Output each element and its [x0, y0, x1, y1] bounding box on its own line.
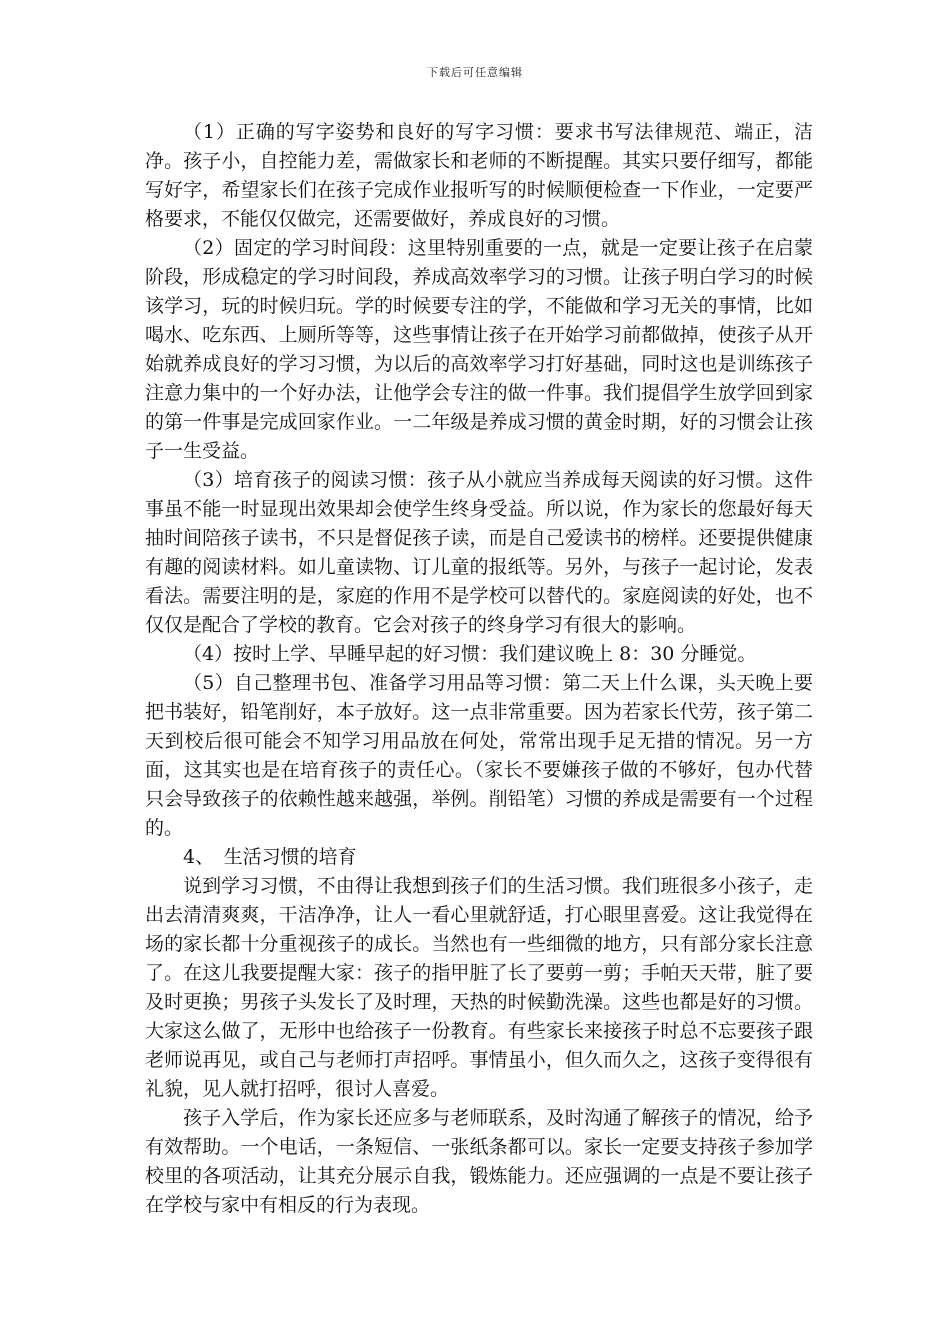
document-body	[145, 118, 813, 1220]
header-note: 下载后可任意编辑	[427, 66, 523, 79]
paragraph-reading-habit: （3）培育孩子的阅读习惯：孩子从小就应当养成每天阅读的好习惯。这件事虽不能一时显现出效果却会使学生终身受益。所以说，作为家长的您最好每天抽时间陪孩子读书，不只是督促孩子读，而是自己爱读书的榜样。还要提供健康有趣的阅读材料。如儿童读物、订儿童的报纸等。另外，与孩子一起讨论，发表看法。需要注明的是，家庭的作用不是学校可以替代的。家庭阅读的好处，也不仅仅是配合了学校的教育。它会对孩子的终身学习有很大的影响。	[145, 469, 813, 636]
section-heading-life-habits: 4、 生活习惯的培育	[183, 846, 357, 868]
paragraph-writing-habit: （1）正确的写字姿势和良好的写字习惯：要求书写法律规范、端正，洁净。孩子小，自控能力差，需做家长和老师的不断提醒。其实只要仔细写，都能写好字，希望家长们在孩子完成作业报听写的时候顺便检查一下作业，一定要严格要求，不能仅仅做完，还需要做好，养成良好的习惯。	[145, 121, 813, 230]
paragraph-parent-teacher: 孩子入学后，作为家长还应多与老师联系，及时沟通了解孩子的情况，给予有效帮助。一个电话，一条短信、一张纸条都可以。家长一定要支持孩子参加学校里的各项活动，让其充分展示自我，锻炼能力。还应强调的一点是不要让孩子在学校与家中有相反的行为表现。	[145, 1107, 813, 1216]
paragraph-life-habits: 说到学习习惯，不由得让我想到孩子们的生活习惯。我们班很多小孩子，走出去清清爽爽，干洁净净，让人一看心里就舒适，打心眼里喜爱。这让我觉得在场的家长都十分重视孩子的成长。当然也有一些细微的地方，只有部分家长注意了。在这儿我要提醒大家：孩子的指甲脏了长了要剪一剪；手帕天天带，脏了要及时更换；男孩子头发长了及时理，天热的时候勤洗澡。这些也都是好的习惯。大家这么做了，无形中也给孩子一份教育。有些家长来接孩子时总不忘要孩子跟老师说再见，或自己与老师打声招呼。事情虽小，但久而久之，这孩子变得很有礼貌，见人就打招呼，很讨人喜爱。	[145, 875, 813, 1100]
paragraph-schoolbag-habit: （5）自己整理书包、准备学习用品等习惯：第二天上什么课，头天晚上要把书装好，铅笔削好，本子放好。这一点非常重要。因为若家长代劳，孩子第二天到校后很可能会不知学习用品放在何处，常常出现手足无措的情况。另一方面，这其实也是在培育孩子的责任心。（家长不要嫌孩子做的不够好，包办代替只会导致孩子的依赖性越来越强，举例。削铅笔）习惯的养成是需要有一个过程的。	[145, 672, 813, 839]
paragraph-study-time: （2）固定的学习时间段：这里特别重要的一点，就是一定要让孩子在启蒙阶段，形成稳定的学习时间段，养成高效率学习的习惯。让孩子明白学习的时候该学习，玩的时候归玩。学的时候要专注的学，不能做和学习无关的事情，比如喝水、吃东西、上厕所等等，这些事情让孩子在开始学习前都做掉，使孩子从开始就养成良好的学习习惯，为以后的高效率学习打好基础，同时这也是训练孩子注意力集中的一个好办法，让他学会专注的做一件事。我们提倡学生放学回到家的第一件事是完成回家作业。一二年级是养成习惯的黄金时期，好的习惯会让孩子一生受益。	[145, 237, 813, 462]
paragraph-sleep-schedule: （4）按时上学、早睡早起的好习惯：我们建议晚上 8：30 分睡觉。	[183, 643, 757, 665]
